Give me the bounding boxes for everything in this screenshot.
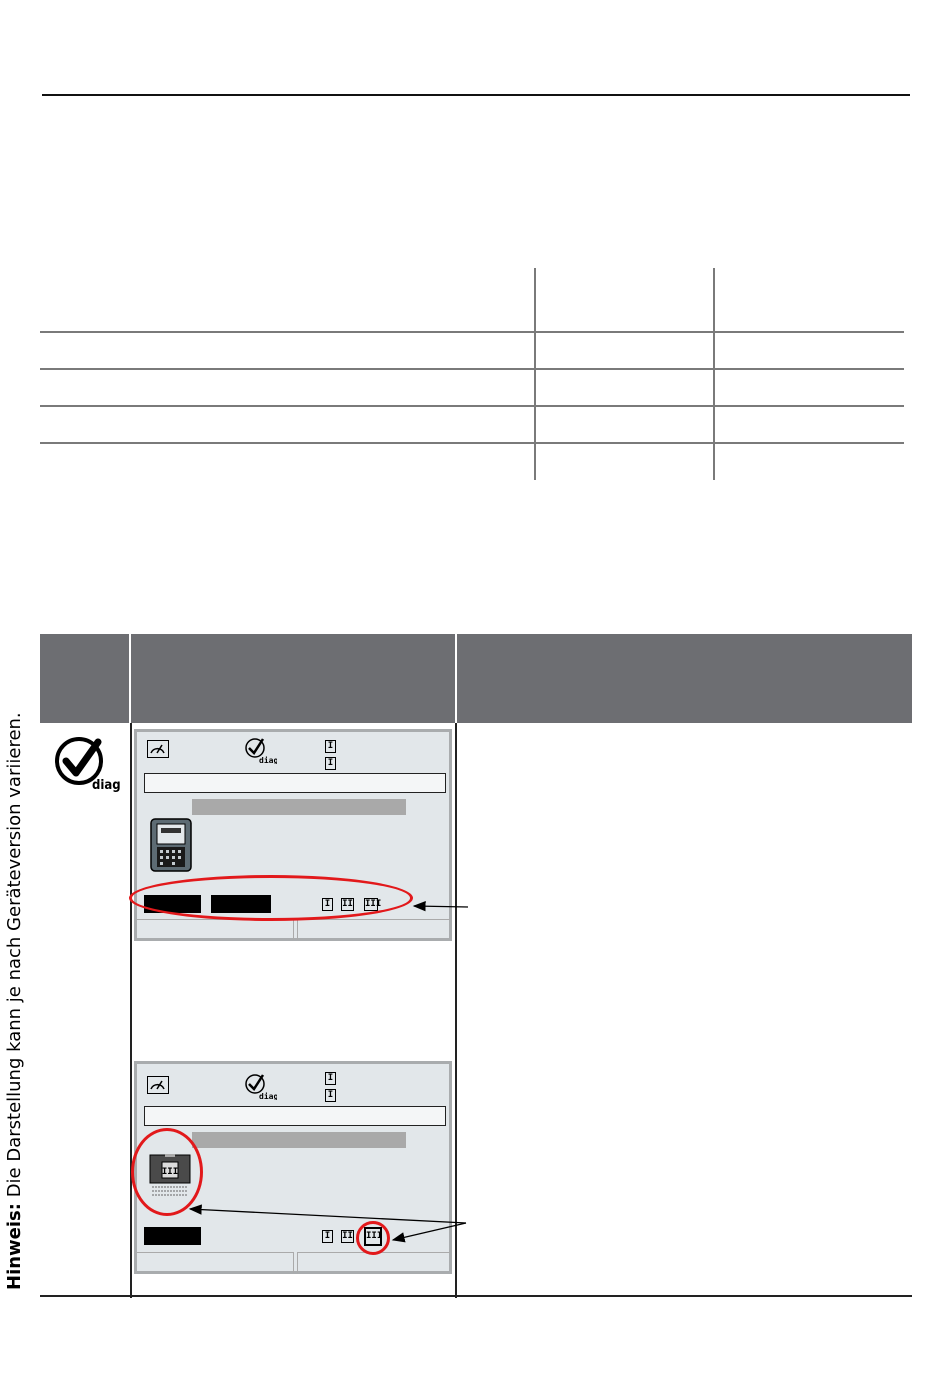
arrow-to-module-icon [190, 1209, 466, 1223]
module-slot-marker-active: III [364, 1227, 382, 1246]
arrow-to-active-slot [393, 1223, 466, 1240]
module-slot-marker: II [342, 1231, 353, 1241]
module-slot-marker: I [322, 1230, 333, 1243]
note-body: Die Darstellung kann je nach Geräteversion variieren. [4, 712, 25, 1204]
channel-marker: I [325, 757, 336, 770]
arrow-to-module-row [414, 906, 468, 907]
note-text [4, 712, 25, 1290]
note-label: Hinweis: [4, 1203, 25, 1290]
module-slot-marker: III [365, 899, 382, 909]
svg-text:diag: diag [259, 1092, 277, 1100]
module-slot-marker: I [322, 898, 333, 911]
svg-text:diag: diag [259, 756, 277, 764]
diag-caption: diag [92, 778, 121, 793]
channel-marker: I [325, 1072, 336, 1085]
svg-text:III: III [161, 1167, 179, 1177]
channel-marker: I [325, 740, 336, 753]
channel-marker: I [325, 1089, 336, 1102]
module-slot-marker: II [342, 899, 353, 909]
